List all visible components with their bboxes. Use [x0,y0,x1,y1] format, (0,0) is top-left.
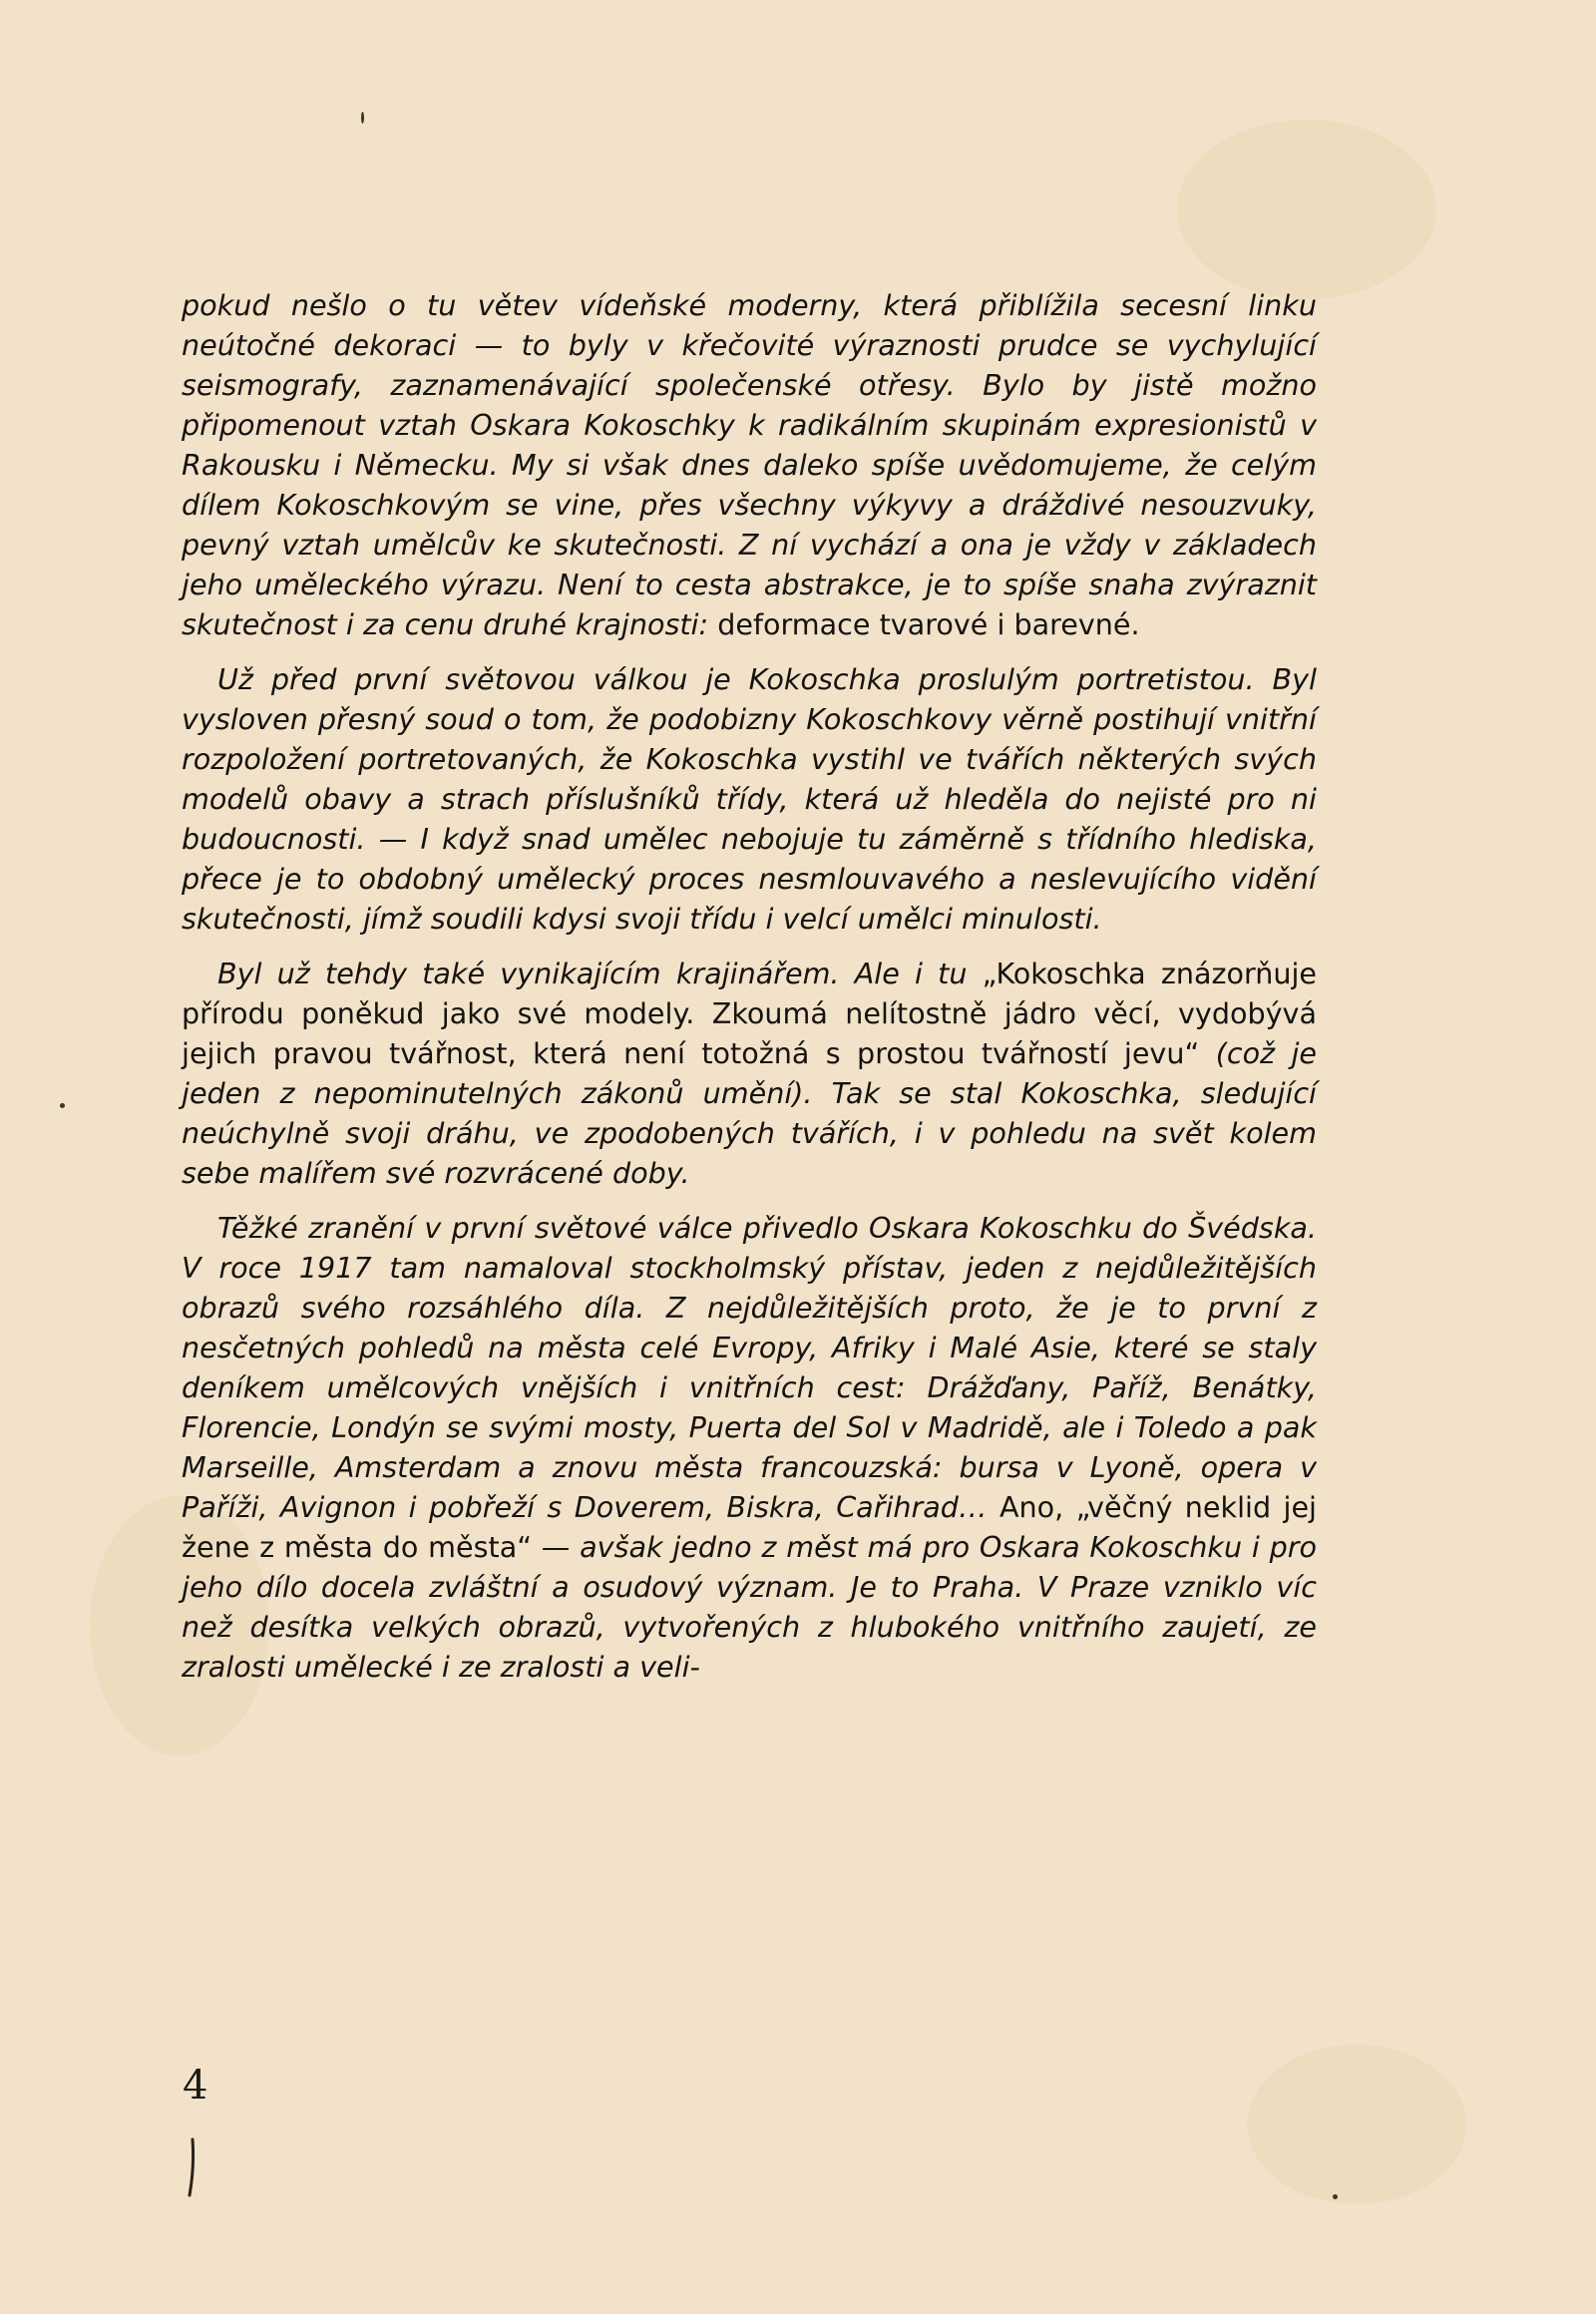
paragraph [182,1208,1317,1687]
text-span: deformace tvarové i barevné. [717,607,1140,641]
body-text [182,285,1317,1687]
text-span: „Kokoschka znázorňuje přírodu poněkud jako své modely. Zkoumá nelítostně jádro věcí, vydobývá jejich pravou tvářnost, která není totožná s prostou tvářností jevu“ [182,957,1318,1070]
text-span: (což je jeden z nepominutelných zákonů umění). Tak se stal Kokoschka, sledující neúchylně svoji dráhu, ve zpodobených tvářích, i v pohledu na svět kolem sebe malířem své rozvrácené doby. [182,1036,1317,1190]
pen-mark [188,2137,196,2197]
text-span: Byl už tehdy také vynikajícím krajinářem. Ale i tu [217,957,983,990]
ink-speck [60,1103,65,1108]
text-span: Už před první světovou válkou je Kokoschka proslulým portretistou. Byl vysloven přesný soud o tom, že podobizny Kokoschkovy věrně postihují vnitřní rozpoložení portretovaných, že Kokoschka vystihl ve tvářích některých svých modelů obavy a strach příslušníků třídy, která už hleděla do nejisté pro ni budoucnosti. — I když snad umělec nebojuje tu záměrně s třídního hlediska, přece je to obdobný umělecký proces nesmlouvavého a neslevujícího vidění skutečnosti, jímž soudili kdysi svoji třídu i velcí umělci minulosti. [182,662,1317,936]
text-span: — avšak jedno z měst má pro Oskara Kokoschku i pro jeho dílo docela zvláštní a osudový význam. Je to Praha. V Praze vzniklo víc než desítka velkých obrazů, vytvořených z hlubokého vnitřního zaujetí, ze zralosti umělecké i ze zralosti a veli- [182,1530,1317,1684]
text-span: Ano, „věčný neklid jej žene z města do města“ [182,1490,1317,1564]
ink-speck [361,112,364,124]
text-span: pokud nešlo o tu větev vídeňské moderny, která přiblížila secesní linku neútočné dekoraci — to byly v křečovité výraznosti prudce se vychylující seismografy, zaznamenávající společenské otřesy. Bylo by jistě možno připomenout vztah Oskara Kokoschky k radikálním skupinám expresionistů v Rakousku i Německu. My si však dnes daleko spíše uvědomujeme, že celým dílem Kokoschkovým se vine, přes všechny výkyvy a dráždivé nesouzvuky, pevný vztah umělcův ke skutečnosti. Z ní vychází a ona je vždy v základech jeho uměleckého výrazu. Není to cesta abstrakce, je to spíše snaha zvýraznit skutečnost i za cenu druhé krajnosti: [182,288,1317,641]
paragraph [182,285,1317,644]
paragraph [182,659,1317,939]
paper-stain [1247,2045,1466,2204]
paper-stain [1177,120,1436,299]
page-number: 4 [183,2063,208,2109]
text-span: Těžké zranění v první světové válce přivedlo Oskara Kokoschku do Švédska. V roce 1917 tam namaloval stockholmský přístav, jeden z nejdůležitějších obrazů svého rozsáhlého díla. Z nejdůležitějších proto, že je to první z nesčetných pohledů na města celé Evropy, Afriky i Malé Asie, které se staly deníkem umělcových vnějších i vnitřních cest: Drážďany, Paříž, Benátky, Florencie, Londýn se svými mosty, Puerta del Sol v Madridě, ale i Toledo a pak Marseille, Amsterdam a znovu města francouzská: bursa v Lyoně, opera v Paříži, Avignon i pobřeží s Doverem, Biskra, Cařihrad… [182,1211,1317,1524]
ink-speck [1333,2194,1338,2199]
paragraph [182,954,1317,1193]
